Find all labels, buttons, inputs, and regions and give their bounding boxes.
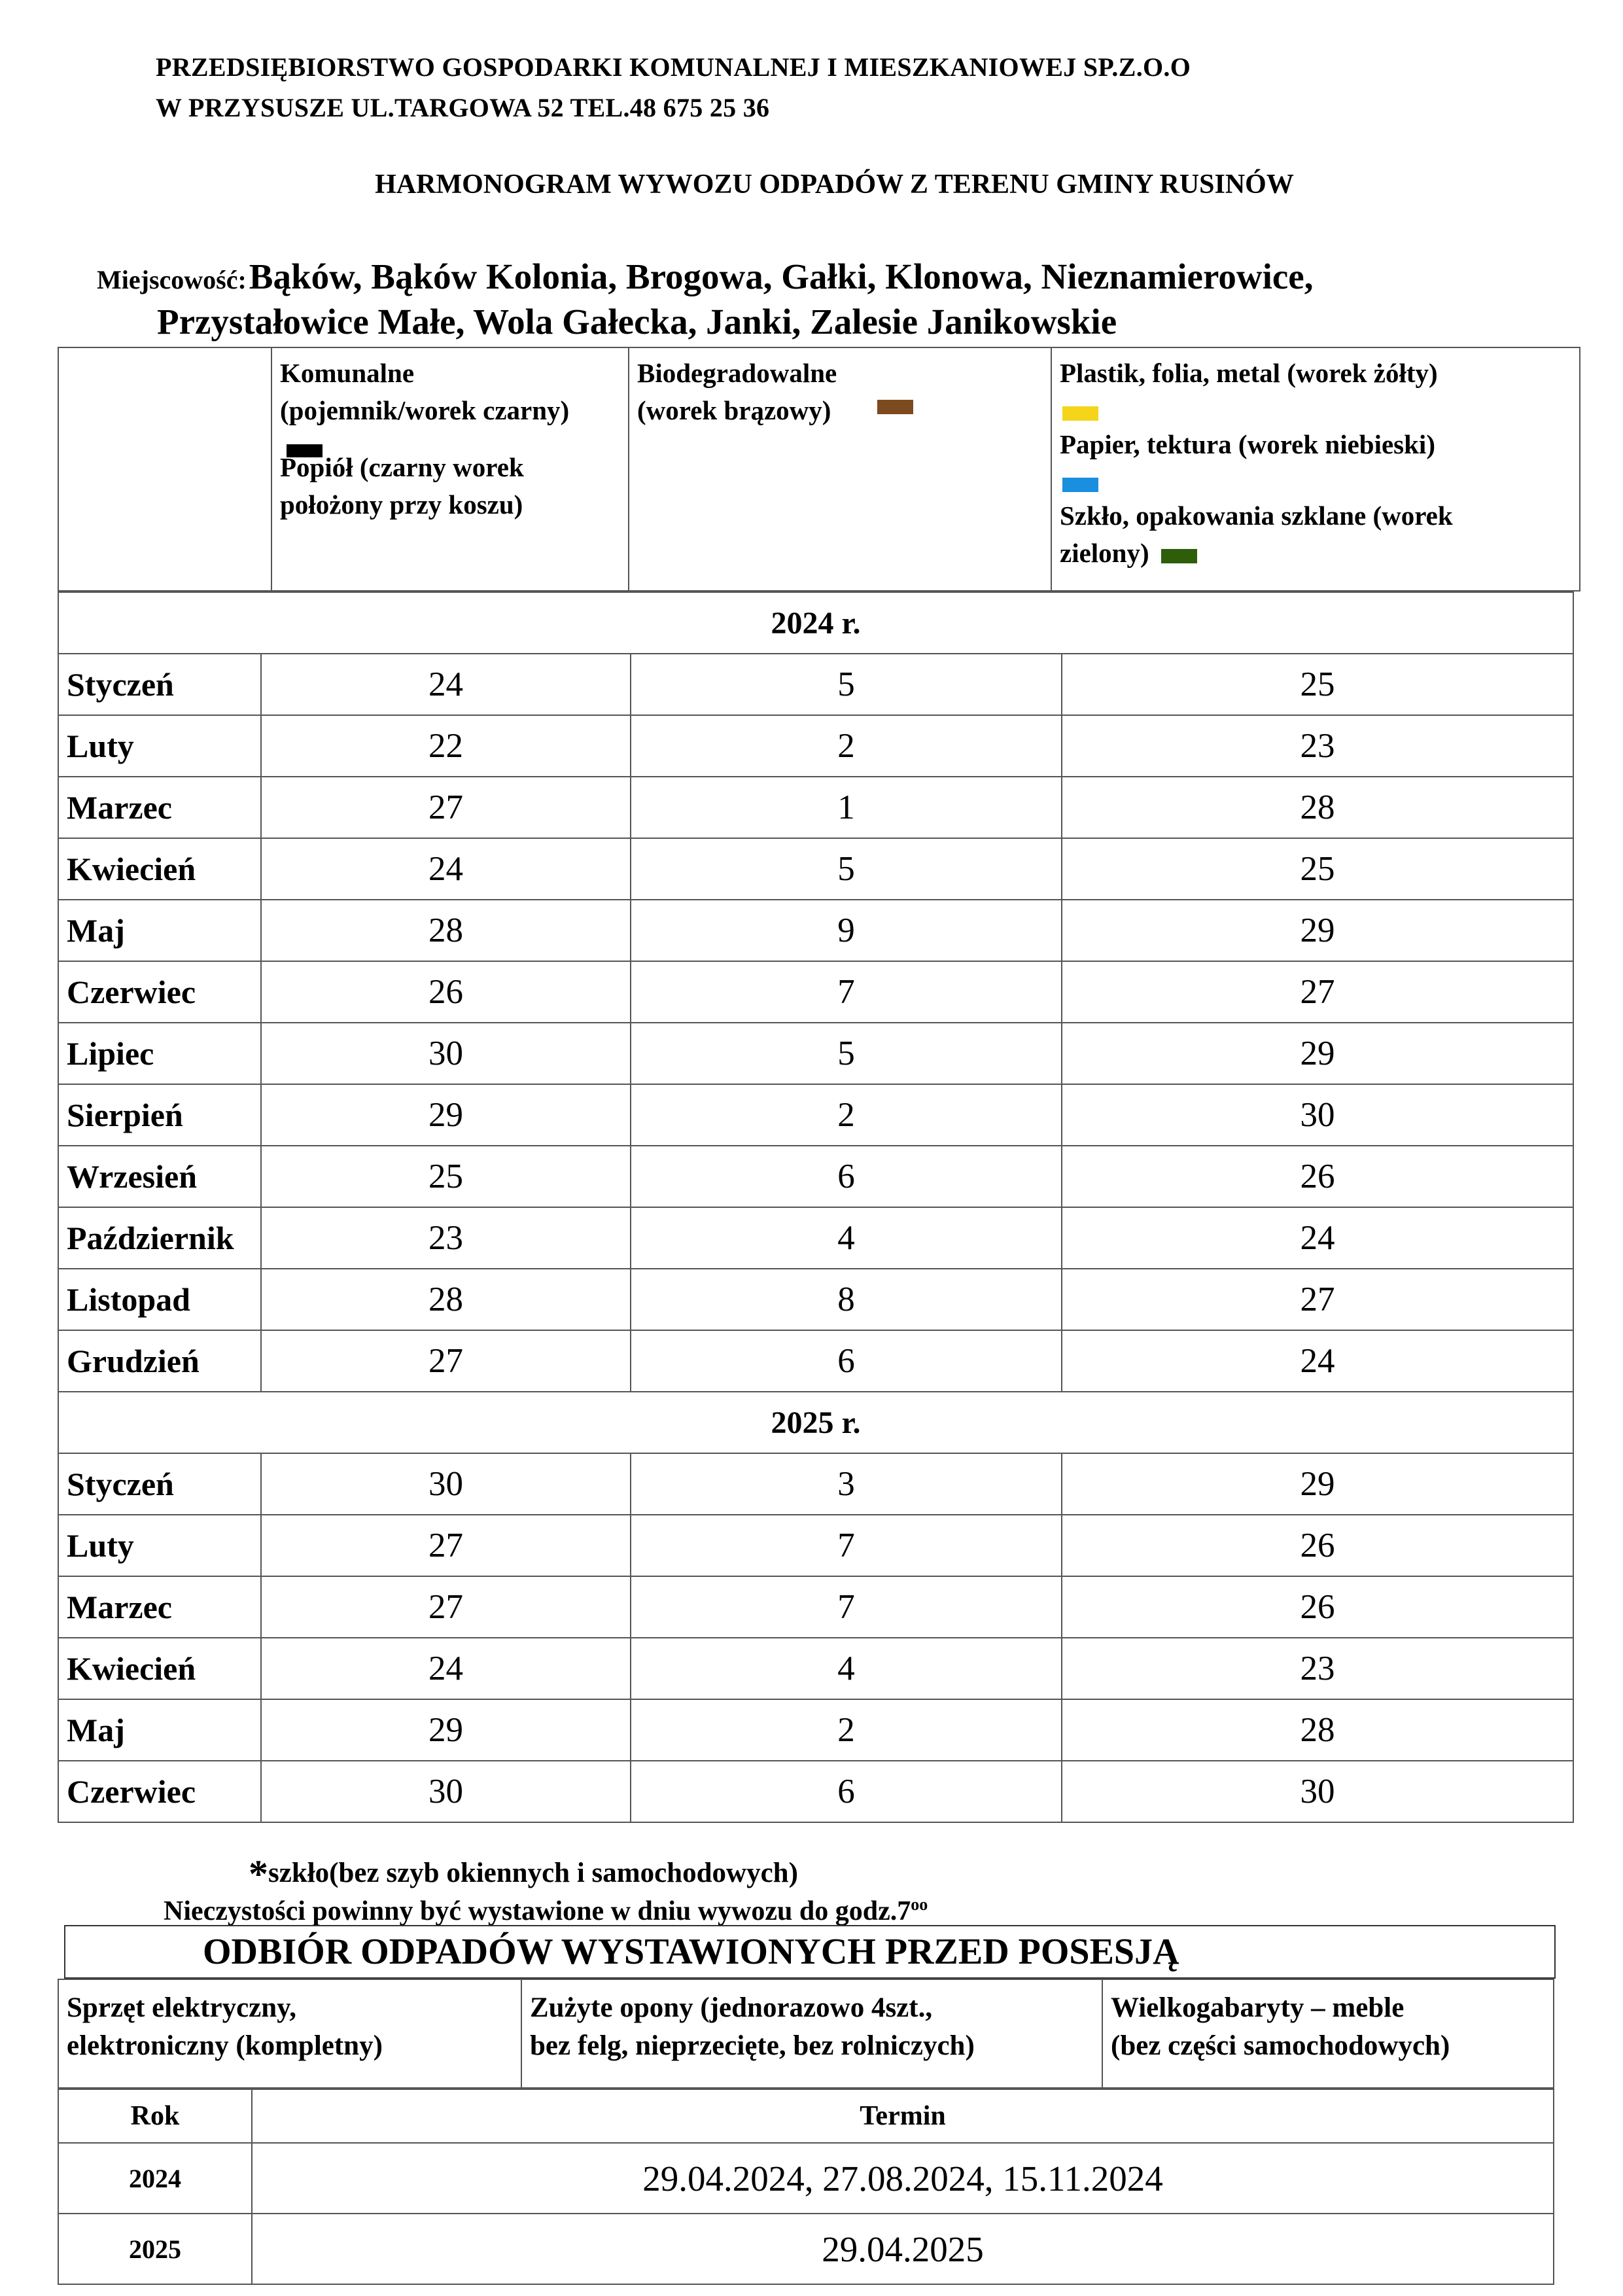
glass-note [249, 1852, 798, 1897]
time-note-text: Nieczystości powinny być wystawione w dniu wywozu do godz.7 [164, 1896, 911, 1926]
biodegradable-date: 6 [631, 1761, 1062, 1822]
legend-municipal-sub: (pojemnik/worek czarny) [280, 395, 570, 425]
col-header-term: Termin [252, 2089, 1554, 2143]
collection-schedule-table [58, 592, 1574, 1823]
schedule-row [58, 1576, 1573, 1638]
biodegradable-date: 7 [631, 961, 1062, 1023]
pickup-categories [58, 1979, 1554, 2089]
recyclables-date: 30 [1062, 1761, 1573, 1822]
legend-biodegradable [629, 347, 1051, 591]
legend-bio-label: Biodegradowalne [637, 358, 837, 388]
year-heading: 2025 r. [58, 1392, 1573, 1453]
municipal-date: 24 [261, 654, 631, 715]
location-names-line2: Przystałowice Małe, Wola Gałecka, Janki, Zalesie Janikowskie [157, 302, 1117, 342]
legend-glass-sub: zielony) [1060, 538, 1149, 568]
schedule-row [58, 1638, 1573, 1699]
biodegradable-date: 4 [631, 1638, 1062, 1699]
category-tires [521, 1979, 1102, 2088]
month-name: Lipiec [58, 1023, 261, 1084]
legend-plastic-label: Plastik, folia, metal (worek żółty) [1060, 358, 1438, 388]
location-label: Miejscowość: [97, 265, 247, 294]
year-heading: 2024 r. [58, 592, 1573, 654]
schedule-row [58, 1515, 1573, 1576]
schedule-row [58, 1453, 1573, 1515]
col-header-year: Rok [58, 2089, 252, 2143]
month-name: Maj [58, 900, 261, 961]
recyclables-date: 26 [1062, 1146, 1573, 1207]
month-name: Sierpień [58, 1084, 261, 1146]
municipal-date: 24 [261, 1638, 631, 1699]
schedule-row [58, 1084, 1573, 1146]
month-name: Marzec [58, 777, 261, 838]
bulky-line2: (bez części samochodowych) [1111, 2030, 1450, 2061]
location-names-line1: Bąków, Bąków Kolonia, Brogowa, Gałki, Klonowa, Nieznamierowice, [249, 256, 1314, 296]
tires-line2: bez felg, nieprzecięte, bez rolniczych) [530, 2030, 975, 2061]
legend-ash-label: Popiół (czarny worek [280, 452, 524, 482]
municipal-date: 30 [261, 1023, 631, 1084]
biodegradable-date: 8 [631, 1269, 1062, 1330]
recyclables-date: 25 [1062, 838, 1573, 900]
recyclables-date: 24 [1062, 1330, 1573, 1392]
tires-line1: Zużyte opony (jednorazowo 4szt., [530, 1992, 933, 2023]
recyclables-date: 27 [1062, 1269, 1573, 1330]
municipal-date: 30 [261, 1761, 631, 1822]
company-address: W PRZYSUSZE UL.TARGOWA 52 TEL.48 675 25 36 [156, 93, 770, 122]
municipal-date: 27 [261, 777, 631, 838]
biodegradable-date: 6 [631, 1146, 1062, 1207]
recyclables-date: 29 [1062, 1453, 1573, 1515]
pickup-year-2024: 2024 [58, 2143, 252, 2214]
recyclables-date: 29 [1062, 1023, 1573, 1084]
biodegradable-date: 7 [631, 1515, 1062, 1576]
schedule-row [58, 1146, 1573, 1207]
legend-municipal-label: Komunalne [280, 358, 415, 388]
company-name: PRZEDSIĘBIORSTWO GOSPODARKI KOMUNALNEJ I MIESZKANIOWEJ SP.Z.O.O [156, 52, 1191, 82]
time-note [164, 1895, 928, 1927]
biodegradable-date: 6 [631, 1330, 1062, 1392]
month-name: Grudzień [58, 1330, 261, 1392]
electronics-line2: elektroniczny (kompletny) [67, 2030, 383, 2061]
municipal-date: 25 [261, 1146, 631, 1207]
document-title: HARMONOGRAM WYWOZU ODPADÓW Z TERENU GMINY RUSINÓW [375, 169, 1294, 200]
biodegradable-date: 2 [631, 1084, 1062, 1146]
biodegradable-date: 3 [631, 1453, 1062, 1515]
year-row-2025 [58, 1392, 1573, 1453]
schedule-row [58, 654, 1573, 715]
month-name: Październik [58, 1207, 261, 1269]
legend-bio-sub: (worek brązowy) [637, 395, 831, 425]
blue-bag-swatch [1062, 478, 1098, 492]
municipal-date: 27 [261, 1515, 631, 1576]
schedule-row [58, 900, 1573, 961]
municipal-date: 29 [261, 1699, 631, 1761]
municipal-date: 29 [261, 1084, 631, 1146]
green-bag-swatch [1161, 549, 1197, 563]
glass-note-text: szkło(bez szyb okiennych i samochodowych) [268, 1858, 798, 1888]
legend-glass-label: Szkło, opakowania szklane (worek [1060, 501, 1453, 531]
category-bulky [1102, 1979, 1554, 2088]
municipal-date: 27 [261, 1330, 631, 1392]
recyclables-date: 26 [1062, 1576, 1573, 1638]
biodegradable-date: 2 [631, 1699, 1062, 1761]
month-name: Kwiecień [58, 1638, 261, 1699]
recyclables-date: 24 [1062, 1207, 1573, 1269]
recyclables-date: 23 [1062, 1638, 1573, 1699]
pickup-dates-2025: 29.04.2025 [252, 2214, 1554, 2284]
month-name: Czerwiec [58, 961, 261, 1023]
schedule-row [58, 1699, 1573, 1761]
month-name: Czerwiec [58, 1761, 261, 1822]
pickup-dates-2024: 29.04.2024, 27.08.2024, 15.11.2024 [252, 2143, 1554, 2214]
biodegradable-date: 5 [631, 1023, 1062, 1084]
month-name: Styczeń [58, 1453, 261, 1515]
recyclables-date: 29 [1062, 900, 1573, 961]
biodegradable-date: 7 [631, 1576, 1062, 1638]
recyclables-date: 28 [1062, 1699, 1573, 1761]
recyclables-date: 27 [1062, 961, 1573, 1023]
asterisk: * [249, 1852, 268, 1896]
month-name: Marzec [58, 1576, 261, 1638]
schedule-row [58, 1207, 1573, 1269]
month-name: Styczeń [58, 654, 261, 715]
month-name: Luty [58, 1515, 261, 1576]
electronics-line1: Sprzęt elektryczny, [67, 1992, 297, 2023]
municipal-date: 28 [261, 1269, 631, 1330]
schedule-row [58, 961, 1573, 1023]
month-name: Kwiecień [58, 838, 261, 900]
pickup-title: ODBIÓR ODPADÓW WYSTAWIONYCH PRZED POSESJĄ [64, 1925, 1556, 1979]
pickup-dates-table [58, 2089, 1554, 2285]
schedule-row [58, 715, 1573, 777]
month-name: Maj [58, 1699, 261, 1761]
legend-ash-sub: położony przy koszu) [280, 489, 523, 520]
year-row-2024 [58, 592, 1573, 654]
waste-type-legend [58, 347, 1580, 592]
biodegradable-date: 9 [631, 900, 1062, 961]
municipal-date: 22 [261, 715, 631, 777]
month-name: Luty [58, 715, 261, 777]
company-header [156, 47, 1191, 128]
biodegradable-date: 2 [631, 715, 1062, 777]
schedule-row [58, 1269, 1573, 1330]
municipal-date: 24 [261, 838, 631, 900]
municipal-date: 30 [261, 1453, 631, 1515]
yellow-bag-swatch [1062, 406, 1098, 421]
biodegradable-date: 5 [631, 654, 1062, 715]
recyclables-date: 28 [1062, 777, 1573, 838]
schedule-row [58, 1330, 1573, 1392]
schedule-row [58, 1023, 1573, 1084]
brown-bag-swatch [877, 400, 913, 414]
biodegradable-date: 4 [631, 1207, 1062, 1269]
legend-empty-cell [58, 347, 271, 591]
biodegradable-date: 1 [631, 777, 1062, 838]
municipal-date: 28 [261, 900, 631, 961]
recyclables-date: 30 [1062, 1084, 1573, 1146]
location-block [97, 253, 1562, 342]
category-electronics [58, 1979, 521, 2088]
municipal-date: 27 [261, 1576, 631, 1638]
pickup-year-2025: 2025 [58, 2214, 252, 2284]
recyclables-date: 26 [1062, 1515, 1573, 1576]
legend-municipal [271, 347, 629, 591]
biodegradable-date: 5 [631, 838, 1062, 900]
bulky-line1: Wielkogabaryty – meble [1111, 1992, 1405, 2023]
time-note-sup: oo [911, 1895, 928, 1914]
municipal-date: 26 [261, 961, 631, 1023]
legend-recyclables [1051, 347, 1580, 591]
month-name: Listopad [58, 1269, 261, 1330]
schedule-row [58, 838, 1573, 900]
municipal-date: 23 [261, 1207, 631, 1269]
legend-paper-label: Papier, tektura (worek niebieski) [1060, 429, 1435, 459]
recyclables-date: 25 [1062, 654, 1573, 715]
recyclables-date: 23 [1062, 715, 1573, 777]
schedule-row [58, 777, 1573, 838]
month-name: Wrzesień [58, 1146, 261, 1207]
schedule-row [58, 1761, 1573, 1822]
